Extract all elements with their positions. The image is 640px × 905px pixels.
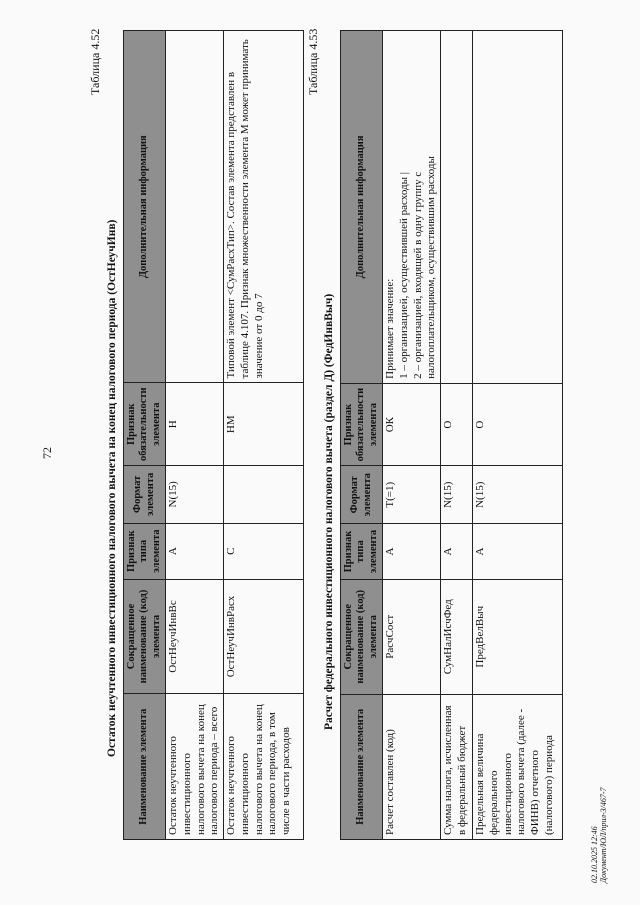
cell-type-flag: А	[473, 524, 563, 580]
table-row	[473, 31, 563, 840]
cell-element-name: Остаток неучтенного инвестиционного налогового вычета на конец налогового периода – всего	[166, 694, 224, 840]
cell-format: N(15)	[473, 466, 563, 524]
cell-type-flag: А	[166, 523, 224, 579]
cell-format: N(15)	[166, 465, 224, 523]
info-line: 2 – организацией, входящей в одну группу с	[411, 171, 424, 379]
stamp-date: 02.10.2025 12:46	[590, 826, 599, 883]
cell-format	[224, 465, 304, 523]
cell-additional-info	[441, 31, 473, 384]
header-element-name: Наименование элемента	[124, 694, 166, 840]
header-type-flag: Признак типа элемента	[124, 523, 166, 579]
cell-type-flag: А	[383, 524, 441, 580]
cell-short-name: РасчСост	[383, 579, 441, 694]
table-header-row	[341, 31, 383, 840]
page-number: 72	[40, 447, 54, 459]
cell-additional-info	[473, 31, 563, 384]
header-additional-info: Дополнительная информация	[341, 31, 383, 384]
table-row	[224, 31, 304, 840]
cell-format: N(15)	[441, 466, 473, 524]
cell-short-name: ОстНеучИнвВс	[166, 579, 224, 694]
cell-element-name: Расчет составлен (код)	[383, 694, 441, 839]
cell-format: T(=1)	[383, 466, 441, 524]
print-stamp	[590, 787, 608, 883]
table-row	[383, 31, 441, 840]
header-short-name: Сокращенное наименование (код) элемента	[124, 579, 166, 694]
cell-mandatory-flag: Н	[166, 383, 224, 466]
cell-type-flag: А	[441, 524, 473, 580]
info-line: Принимает значение:	[384, 278, 396, 379]
table-caption-4-52: Таблица 4.52	[88, 28, 102, 95]
cell-short-name: ПредВелВыч	[473, 579, 563, 694]
cell-element-name: Сумма налога, исчисленная в федеральный бюджет	[441, 694, 473, 839]
info-line: налогоплательщиком, осуществившим расходы	[425, 156, 438, 379]
header-format: Формат элемента	[341, 466, 383, 524]
cell-element-name: Предельная величина федерального инвестиционного налогового вычета (далее - ФИНВ) отчетного (налогового) периода	[473, 694, 563, 839]
header-short-name: Сокращенное наименование (код) элемента	[341, 579, 383, 694]
header-mandatory-flag: Признак обязательности элемента	[124, 383, 166, 466]
cell-additional-info	[166, 31, 224, 383]
cell-mandatory-flag: О	[473, 383, 563, 466]
header-type-flag: Признак типа элемента	[341, 524, 383, 580]
table-header-row	[124, 31, 166, 840]
header-format: Формат элемента	[124, 465, 166, 523]
cell-mandatory-flag: О	[441, 383, 473, 466]
table-4-53	[340, 30, 563, 840]
table-4-52	[123, 30, 304, 840]
info-line: 1 – организацией, осуществившей расходы |	[397, 172, 410, 379]
cell-type-flag: С	[224, 523, 304, 579]
cell-short-name: ОстНеучИнвРасх	[224, 579, 304, 694]
header-element-name: Наименование элемента	[341, 694, 383, 839]
cell-mandatory-flag: ОК	[383, 383, 441, 466]
table-row	[166, 31, 224, 840]
cell-element-name: Остаток неучтенного инвестиционного налогового вычета на конец налогового периода, в том числе в части расходов	[224, 694, 304, 840]
cell-additional-info	[383, 31, 441, 384]
table-title-4-53: Расчет федерального инвестиционного налогового вычета (раздел Д) (ФедИнвВыч)	[323, 293, 335, 730]
table-caption-4-53: Таблица 4.53	[306, 28, 320, 95]
cell-short-name: СумНалИсчФед	[441, 579, 473, 694]
cell-mandatory-flag: НМ	[224, 383, 304, 466]
stamp-code: Документ/ЮЛ/прил-3/467-7	[599, 787, 609, 883]
header-mandatory-flag: Признак обязательности элемента	[341, 383, 383, 466]
table-title-4-52: Остаток неучтенного инвестиционного налогового вычета на конец налогового периода (ОстНеучИнв)	[106, 219, 118, 757]
cell-additional-info: Типовой элемент <СумРасхТип>. Состав элемента представлен в таблице 4.107. Признак множественности элемента М может принимать значение от 0 до 7	[224, 31, 304, 383]
table-row	[441, 31, 473, 840]
header-additional-info: Дополнительная информация	[124, 31, 166, 383]
